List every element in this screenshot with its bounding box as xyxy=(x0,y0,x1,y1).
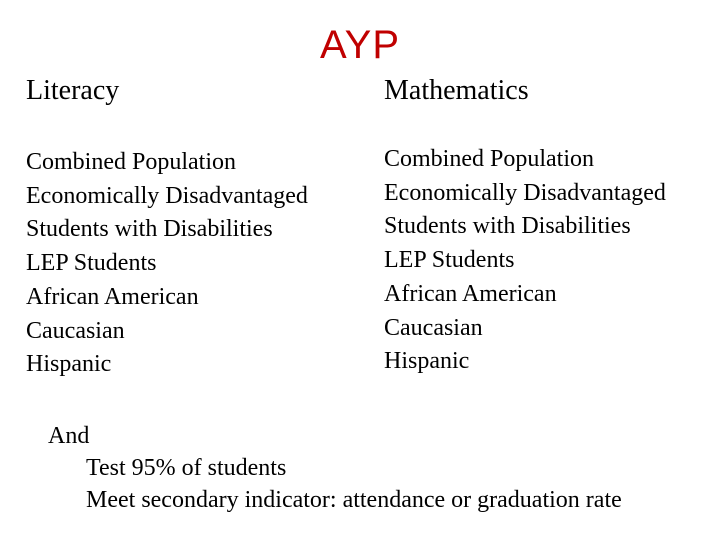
mathematics-heading: Mathematics xyxy=(384,75,529,106)
list-item: Combined Population xyxy=(384,146,594,172)
requirement-item: Meet secondary indicator: attendance or graduation rate xyxy=(86,487,622,513)
literacy-group-list xyxy=(26,146,308,382)
list-item: LEP Students xyxy=(384,247,515,274)
list-item: Caucasian xyxy=(26,317,125,344)
list-item: Economically Disadvantaged xyxy=(384,179,666,206)
list-item: LEP Students xyxy=(26,250,157,277)
requirement-item: Test 95% of students xyxy=(86,455,287,481)
list-item: Economically Disadvantaged xyxy=(26,182,308,209)
slide-title: AYP xyxy=(319,23,401,67)
requirements-lead: And xyxy=(48,423,90,449)
list-item: Students with Disabilities xyxy=(26,216,273,243)
list-item: Caucasian xyxy=(384,314,483,341)
list-item: African American xyxy=(26,283,199,310)
literacy-heading: Literacy xyxy=(26,75,120,106)
mathematics-group-list xyxy=(384,143,666,379)
list-item: African American xyxy=(384,280,557,307)
list-item: Students with Disabilities xyxy=(384,213,631,240)
additional-requirements xyxy=(48,420,622,516)
list-item: Hispanic xyxy=(384,348,470,375)
list-item: Hispanic xyxy=(26,351,112,378)
list-item: Combined Population xyxy=(26,149,236,175)
